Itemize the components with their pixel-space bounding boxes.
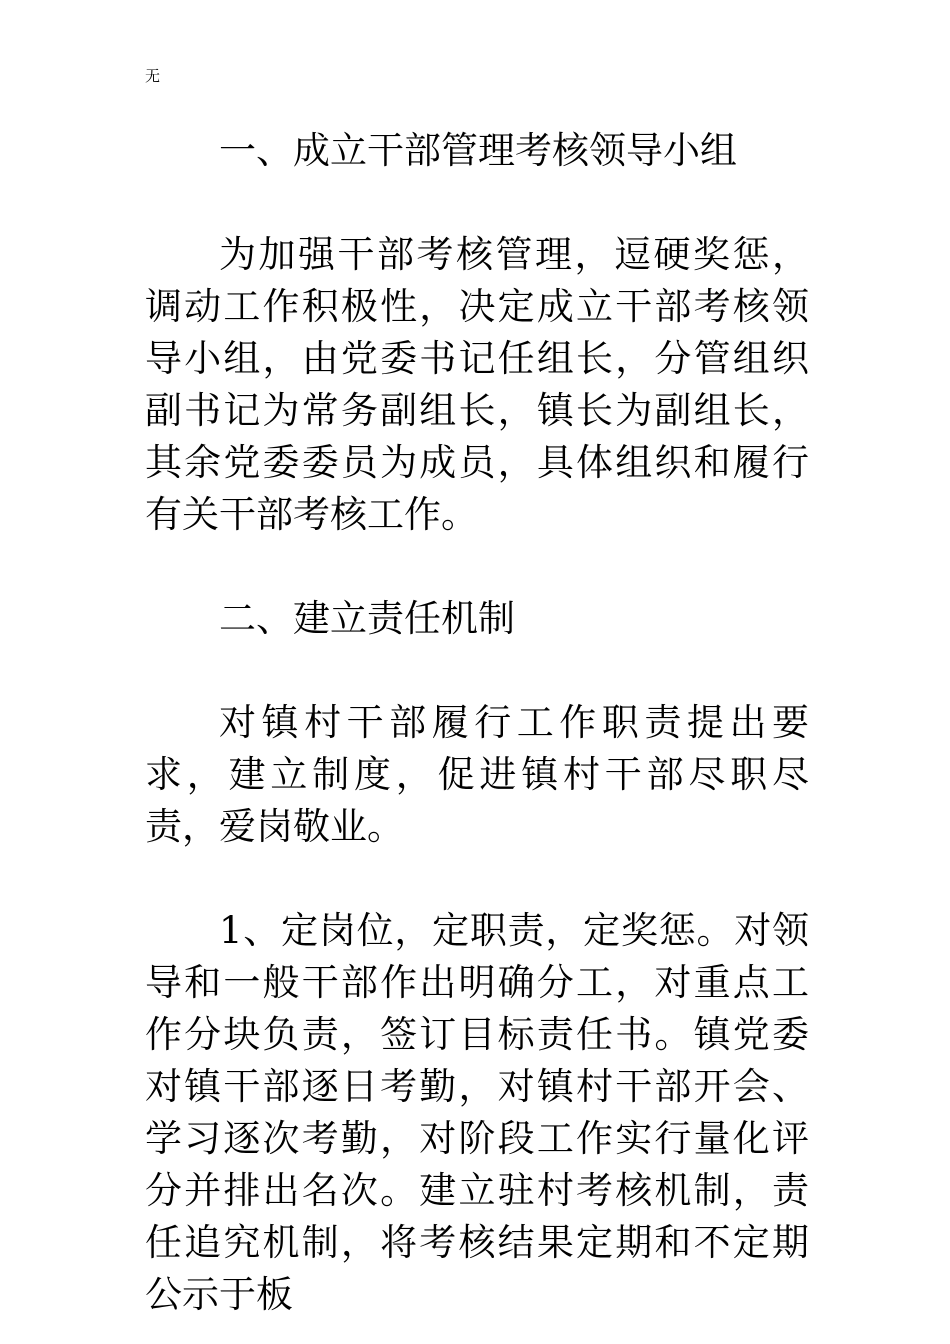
header-mark: 无 (145, 67, 161, 85)
paragraph-responsibility: 对镇村干部履行工作职责提出要求，建立制度，促进镇村干部尽职尽责，爱岗敬业。 (145, 701, 809, 848)
paragraph-leadership-group: 为加强干部考核管理，逗硬奖惩，调动工作积极性，决定成立干部考核领导小组，由党委书记任组长，分管组织副书记为常务副组长，镇长为副组长，其余党委委员为成员，具体组织和履行有关干部考核工作。 (145, 233, 809, 536)
section-heading-2: 二、建立责任机制 (219, 597, 515, 640)
paragraph-item-1: 1、定岗位，定职责，定奖惩。对领导和一般干部作出明确分工，对重点工作分块负责，签订目标责任书。镇党委对镇干部逐日考勤，对镇村干部开会、学习逐次考勤，对阶段工作实行量化评分并排出名次。建立驻村考核机制，责任追究机制，将考核结果定期和不定期公示于板 (145, 909, 809, 1316)
document-body (145, 125, 809, 1321)
section-heading-1: 一、成立干部管理考核领导小组 (219, 129, 737, 172)
